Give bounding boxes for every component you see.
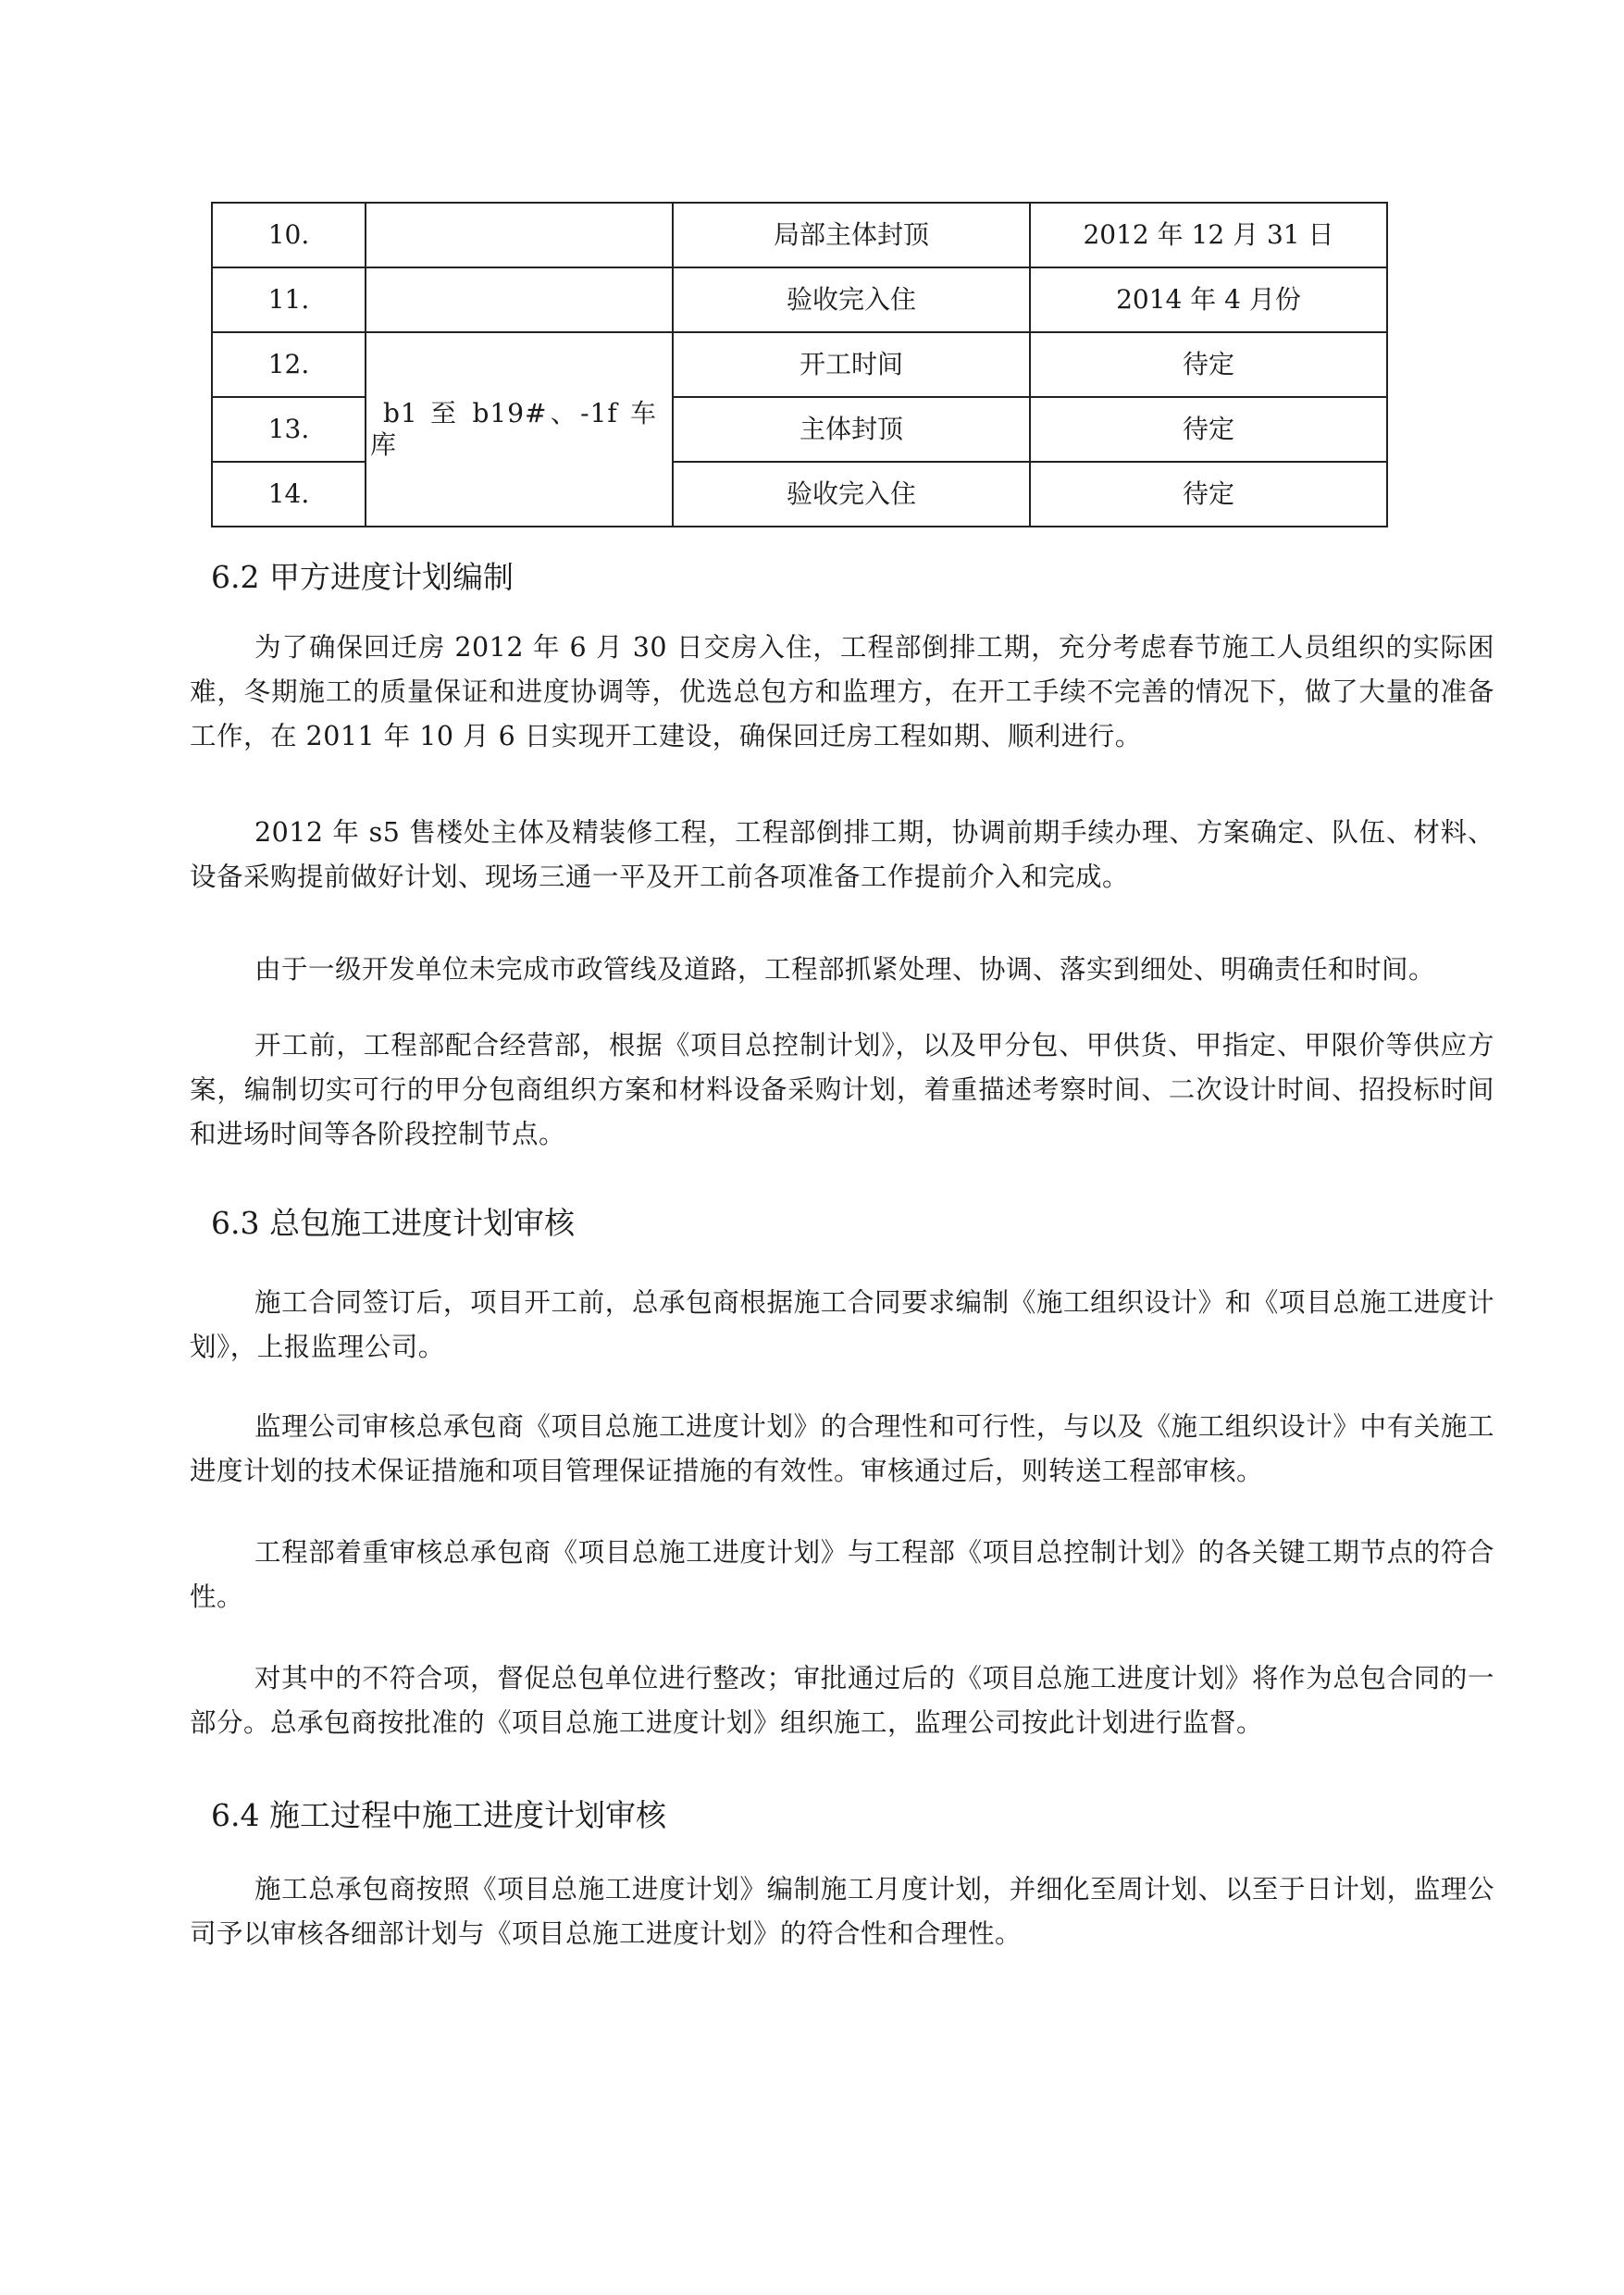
paragraph: 由于一级开发单位未完成市政管线及道路，工程部抓紧处理、协调、落实到细处、明确责任和时间。 [254, 954, 1436, 985]
row-number: 12. [212, 332, 366, 397]
group-label-line1: b1 至 b19#、-1f 车 [383, 398, 657, 429]
date-cell: 2014 年 4 月份 [1030, 267, 1387, 332]
group-label-line2: 库 [370, 429, 398, 460]
date-cell: 待定 [1030, 397, 1387, 462]
schedule-table [211, 202, 1388, 527]
date-cell: 待定 [1030, 462, 1387, 527]
paragraph: 工程部着重审核总承包商《项目总施工进度计划》与工程部《项目总控制计划》的各关键工期节点的符合性。 [190, 1537, 1494, 1612]
paragraph: 对其中的不符合项，督促总包单位进行整改；审批通过后的《项目总施工进度计划》将作为总包合同的一部分。总承包商按批准的《项目总施工进度计划》组织施工，监理公司按此计划进行监督。 [190, 1663, 1494, 1738]
paragraph: 施工总承包商按照《项目总施工进度计划》编制施工月度计划，并细化至周计划、以至于日计划，监理公司予以审核各细部计划与《项目总施工进度计划》的符合性和合理性。 [190, 1874, 1494, 1949]
section-heading-6-3: 6.3 总包施工进度计划审核 [211, 1205, 575, 1241]
table-row [212, 332, 1387, 397]
milestone-cell: 验收完入住 [673, 462, 1030, 527]
paragraph: 施工合同签订后，项目开工前，总承包商根据施工合同要求编制《施工组织设计》和《项目总施工进度计划》，上报监理公司。 [190, 1287, 1494, 1362]
paragraph: 开工前，工程部配合经营部，根据《项目总控制计划》，以及甲分包、甲供货、甲指定、甲限价等供应方案，编制切实可行的甲分包商组织方案和材料设备采购计划，着重描述考察时间、二次设计时间、招投标时间和进场时间等各阶段控制节点。 [190, 1030, 1494, 1149]
merged-group-cell [366, 332, 673, 527]
row-number: 13. [212, 397, 366, 462]
milestone-cell: 局部主体封顶 [673, 203, 1030, 267]
paragraph: 为了确保回迁房 2012 年 6 月 30 日交房入住，工程部倒排工期，充分考虑春节施工人员组织的实际困难，冬期施工的质量保证和进度协调等，优选总包方和监理方，在开工手续不完善的情况下，做了大量的准备工作，在 2011 年 10 月 6 日实现开工建设，确保回迁房工程如期、顺利进行。 [190, 632, 1494, 751]
table-row [212, 203, 1387, 267]
section-heading-6-4: 6.4 施工过程中施工进度计划审核 [211, 1797, 666, 1833]
section-heading-6-2: 6.2 甲方进度计划编制 [211, 559, 514, 595]
row-number: 10. [212, 203, 366, 267]
date-cell: 待定 [1030, 332, 1387, 397]
paragraph: 2012 年 s5 售楼处主体及精装修工程，工程部倒排工期，协调前期手续办理、方案确定、队伍、材料、设备采购提前做好计划、现场三通一平及开工前各项准备工作提前介入和完成。 [190, 817, 1494, 892]
group-cell [366, 203, 673, 267]
milestone-cell: 验收完入住 [673, 267, 1030, 332]
row-number: 11. [212, 267, 366, 332]
table-row [212, 267, 1387, 332]
milestone-cell: 主体封顶 [673, 397, 1030, 462]
date-cell: 2012 年 12 月 31 日 [1030, 203, 1387, 267]
row-number: 14. [212, 462, 366, 527]
group-cell [366, 267, 673, 332]
paragraph: 监理公司审核总承包商《项目总施工进度计划》的合理性和可行性，与以及《施工组织设计》中有关施工进度计划的技术保证措施和项目管理保证措施的有效性。审核通过后，则转送工程部审核。 [190, 1411, 1494, 1486]
milestone-cell: 开工时间 [673, 332, 1030, 397]
